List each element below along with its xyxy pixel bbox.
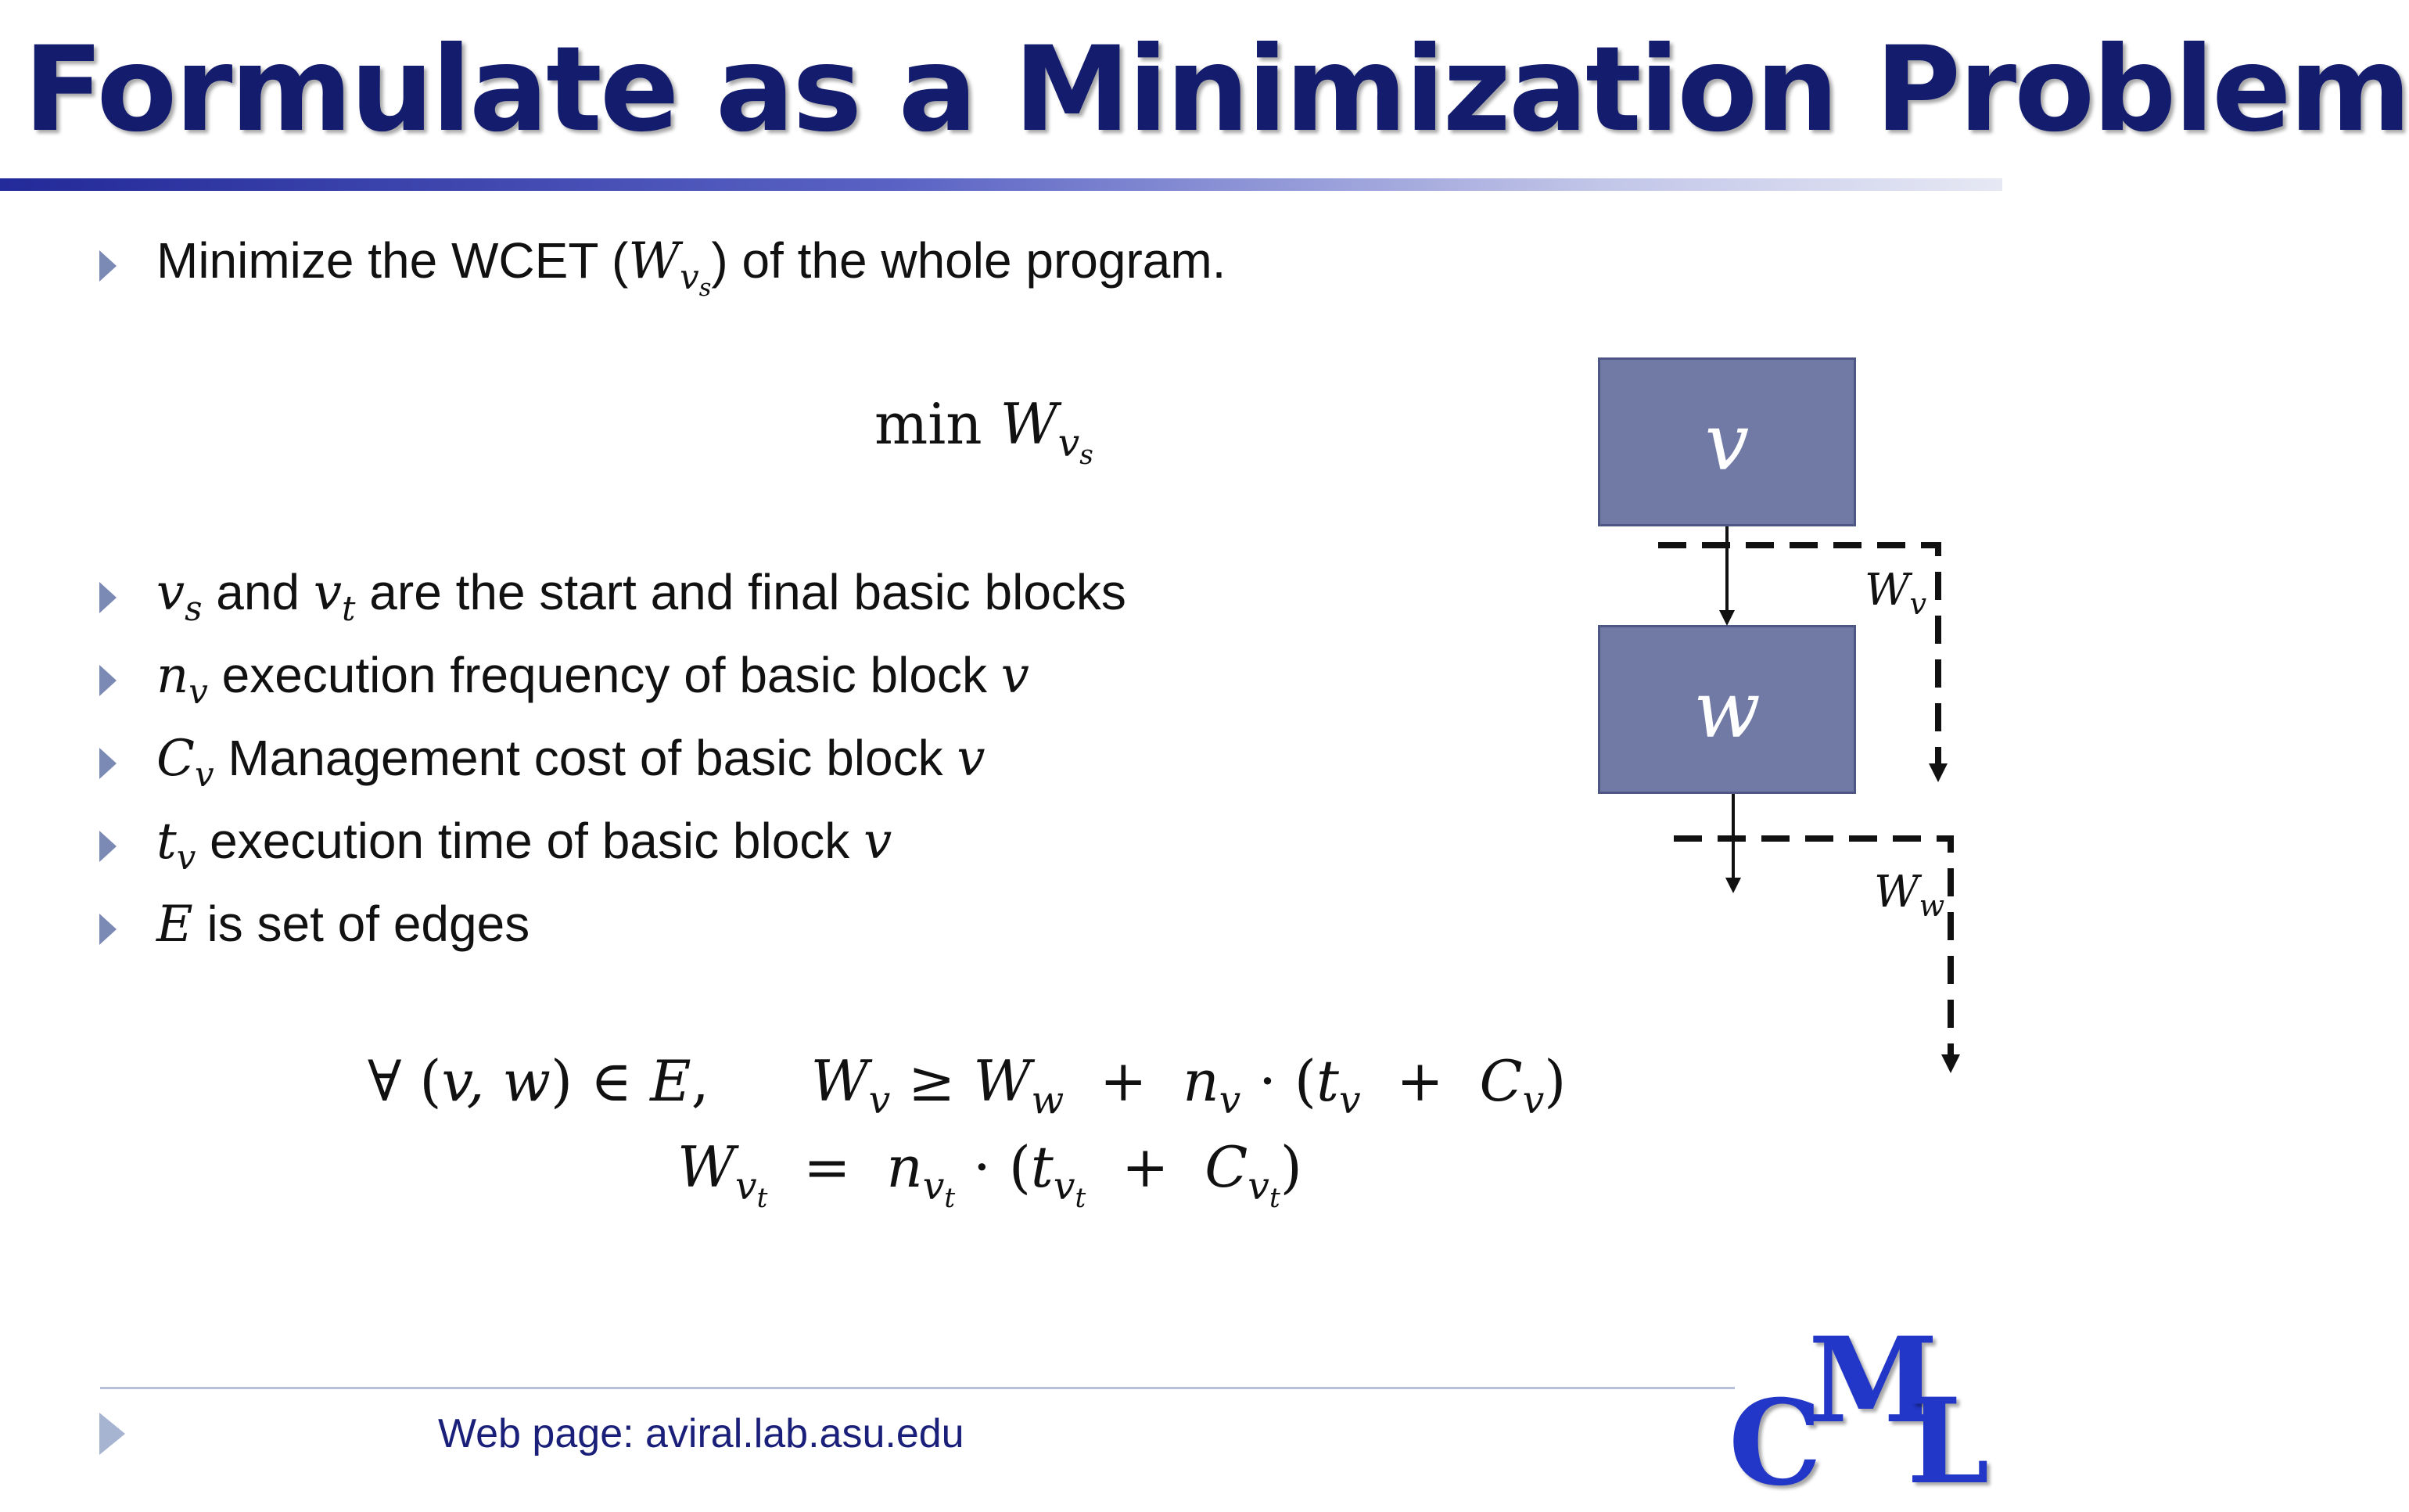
dashed-arrowhead-wv	[1929, 763, 1948, 782]
edge-w-out	[1725, 794, 1741, 893]
block-v: v	[1598, 357, 1856, 526]
objective-function: $\min W_{v_s}$	[874, 391, 1093, 471]
edge-constraint-equation: ∀ (v, w) ∈ E, $W_v \ge W_w + n_v \cdot (t_v + C_v)$	[368, 1048, 1567, 1122]
edge-v-to-w	[1719, 526, 1735, 626]
label-ww: $W_w$	[1874, 867, 1945, 924]
label-wv: $W_v$	[1865, 565, 1927, 622]
bullet-start-final-blocks: $v_s$ and $v_t$ are the start and final basic blocks	[156, 564, 1126, 629]
bullet-execution-time: $t_v$ execution time of basic block v	[156, 813, 892, 878]
bullet-minimize-wcet: Minimize the WCET $(W_{v_s})$ of the whole program.	[156, 232, 1226, 303]
footer-divider	[100, 1387, 1735, 1389]
final-block-equation: $W_{v_t} = n_{v_t} \cdot (t_{v_t} + C_{v_t})$	[677, 1134, 1302, 1214]
footer-marker-icon	[99, 1413, 125, 1455]
dashed-arrowhead-ww	[1941, 1054, 1960, 1073]
bullet-edge-set: E is set of edges	[156, 896, 530, 954]
block-w: w	[1598, 625, 1856, 794]
bullet-execution-frequency: $n_v$ execution frequency of basic block v	[156, 647, 1029, 712]
cml-logo: C M L	[1729, 1312, 1990, 1512]
slide-title: Formulate as a Minimization Problem	[23, 22, 2409, 158]
bullet-management-cost: $C_v$ Management cost of basic block v	[156, 730, 986, 795]
footer-web-page: Web page: aviral.lab.asu.edu	[438, 1411, 964, 1456]
